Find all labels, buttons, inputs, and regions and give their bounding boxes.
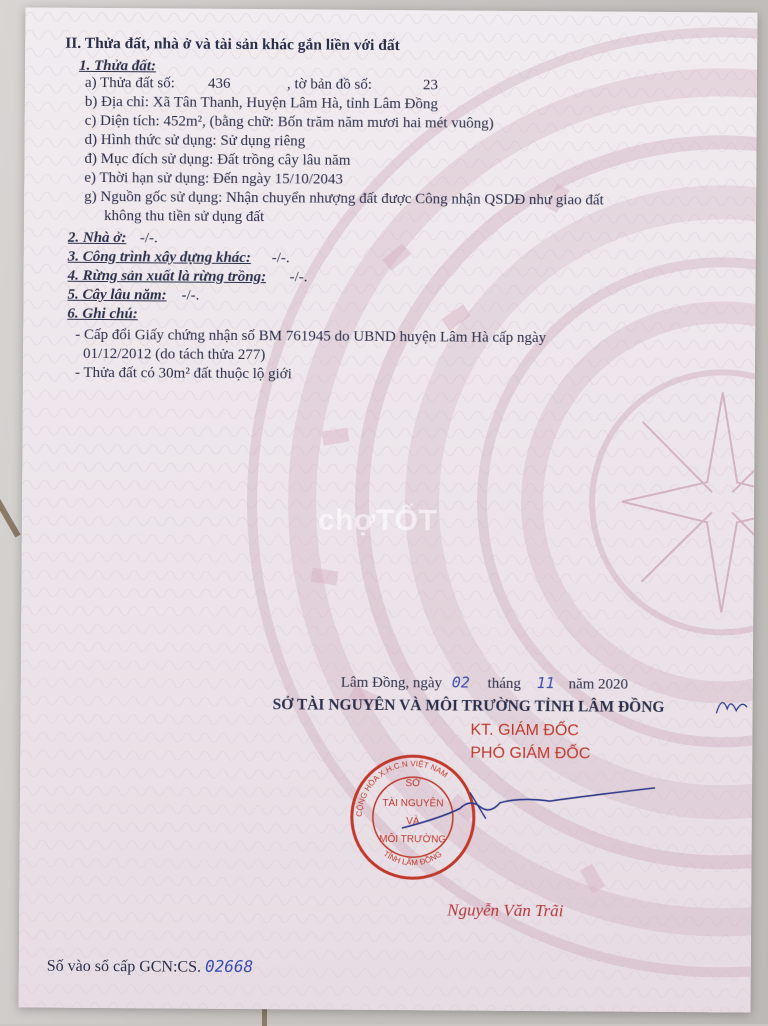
- svg-text:VÀ: VÀ: [406, 816, 420, 828]
- svg-text:TÀI NGUYÊN: TÀI NGUYÊN: [382, 797, 444, 810]
- land-origin: g) Nguồn gốc sử dụng: Nhận chuyển nhượng đất được Công nhận QSDĐ như giao đất: [84, 188, 604, 209]
- land-map-number: 23: [422, 77, 439, 94]
- land-certificate-page: [19, 7, 758, 1012]
- land-usage-form: d) Hình thức sử dụng: Sử dụng riêng: [84, 131, 306, 150]
- land-area: c) Diện tích: 452m², (bằng chữ: Bốn trăm năm mươi hai mét vuông): [84, 112, 494, 132]
- initial-scribble: [715, 690, 751, 718]
- date-day: 02: [451, 673, 470, 692]
- construction-value: -/-.: [271, 250, 290, 267]
- house-label: 2. Nhà ở:: [67, 229, 127, 247]
- signature-date-line: [341, 673, 628, 695]
- signer-name: Nguyễn Văn Trãi: [447, 900, 564, 921]
- date-month-label: tháng: [487, 675, 521, 692]
- land-heading: 1. Thửa đất:: [79, 57, 157, 75]
- chotot-watermark: chợTỐT: [317, 503, 438, 538]
- forest-label: 4. Rừng sản xuất là rừng trồng:: [67, 267, 267, 286]
- handwritten-signature: [400, 778, 660, 840]
- section-title: II. Thửa đất, nhà ở và tài sản khác gắn liền với đất: [65, 34, 400, 55]
- house-value: -/-.: [139, 230, 158, 247]
- registry-label: Số vào sổ cấp GCN:CS.: [46, 957, 202, 976]
- registry-number: 02668: [204, 956, 254, 977]
- date-month: 11: [536, 674, 555, 693]
- note-line-1: - Cấp đổi Giấy chứng nhận số BM 761945 do UBND huyện Lâm Hà cấp ngày: [75, 326, 547, 347]
- svg-text:CỘNG HÒA X.H.C.N VIỆT NAM: CỘNG HÒA X.H.C.N VIỆT NAM: [354, 759, 450, 818]
- land-map-label: , tờ bản đồ số:: [286, 76, 373, 93]
- land-origin-cont: không thu tiền sử dụng đất: [103, 208, 265, 226]
- note-line-2: 01/12/2012 (do tách thửa 277): [83, 345, 266, 364]
- forest-value: -/-.: [289, 269, 308, 286]
- land-parcel-number: 436: [207, 75, 231, 92]
- land-usage-purpose: đ) Mục đích sử dụng: Đất trồng cây lâu năm: [84, 150, 351, 169]
- svg-text:MÔI TRƯỜNG: MÔI TRƯỜNG: [379, 833, 447, 846]
- role-deputy-line1: KT. GIÁM ĐỐC: [470, 721, 579, 740]
- perennial-value: -/-.: [181, 287, 200, 304]
- registry-number-line: [47, 956, 254, 977]
- land-address: b) Địa chỉ: Xã Tân Thanh, Huyện Lâm Hà, tỉnh Lâm Đồng: [84, 93, 438, 113]
- svg-text:TỈNH LÂM ĐỒNG: TỈNH LÂM ĐỒNG: [381, 849, 444, 868]
- date-prefix: Lâm Đồng, ngày: [340, 674, 443, 692]
- notes-label: 6. Ghi chú:: [67, 305, 138, 323]
- role-deputy-line2: PHÓ GIÁM ĐỐC: [470, 744, 591, 763]
- land-usage-term: e) Thời hạn sử dụng: Đến ngày 15/10/2043: [84, 169, 344, 188]
- issuing-agency: SỞ TÀI NGUYÊN VÀ MÔI TRƯỜNG TỈNH LÂM ĐỒNG: [272, 696, 665, 716]
- construction-label: 3. Công trình xây dựng khác:: [67, 248, 251, 267]
- svg-text:SỞ: SỞ: [405, 778, 421, 790]
- perennial-label: 5. Cây lâu năm:: [67, 286, 167, 304]
- land-parcel-label: a) Thửa đất số:: [84, 74, 175, 92]
- note-line-3: - Thửa đất có 30m² đất thuộc lộ giới: [74, 364, 292, 383]
- date-year: năm 2020: [568, 676, 629, 693]
